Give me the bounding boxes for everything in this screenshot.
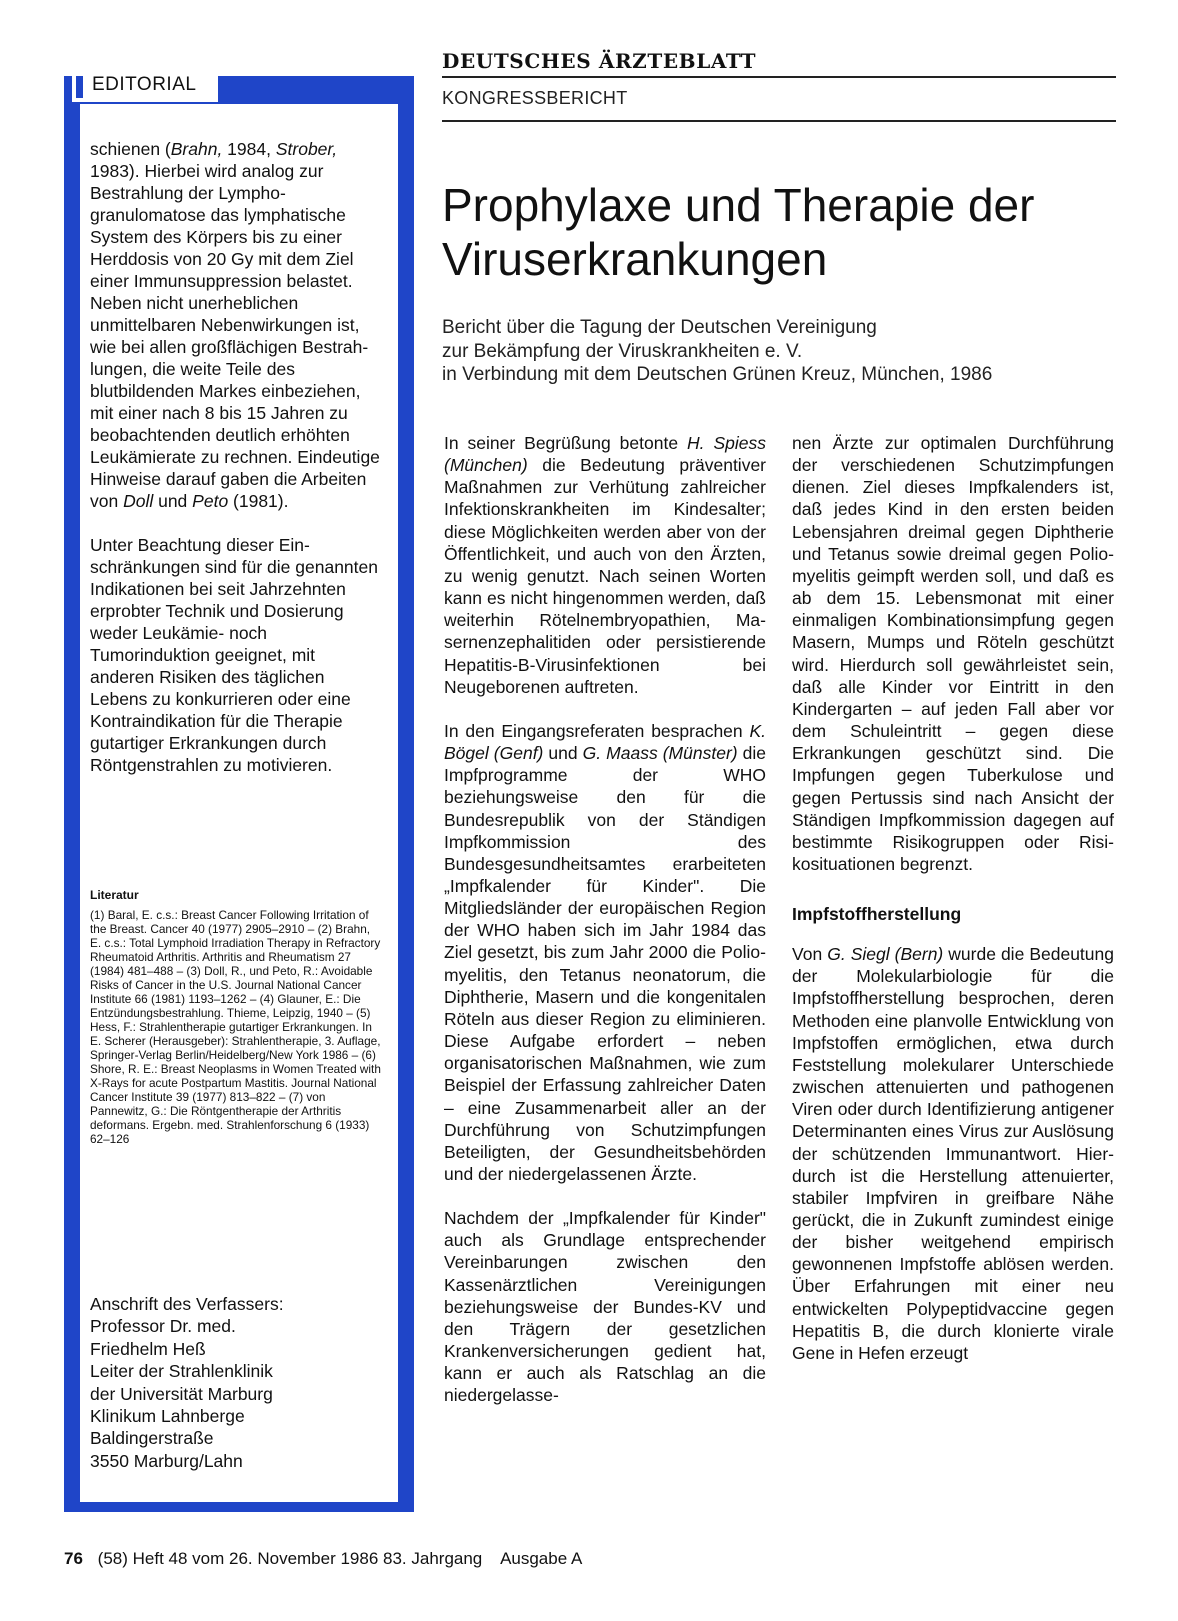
literature-list: (1) Baral, E. c.s.: Breast Cancer Following Irritation of the Breast. Cancer 40 (1977) 2905–2910 – (2) Brahn, E. c.s.: Total Lymphoid Irradiation Therapy in Refractory Rheumatoid Arthritis. Arthritis and Rheumatism 27 (1984) 481–488 – (3) Doll, R., und Peto, R.: Avoidable Risks of Cancer in the U.S. Journal National Cancer Institute 66 (1981) 1193–1262 – (4) Glauner, E.: Die Entzündungsbestrahlung. Thieme, Leipzig, 1940 – (5) Hess, F.: Strahlentherapie gutartiger Erkrankungen. In E. Scherer (Herausgeber): Strahlentherapie, 3. Auflage, Springer-Verlag Berlin/Heidelberg/New York 1986 – (6) Shore, R. E.: Breast Neoplasms in Women Treated with X-Rays for acute Postpartum Mastitis. Journal National Cancer Institute 39 (1977) 813–822 – (7) von Pannewitz, G.: Die Röntgentherapie der Arthritis deformans. Ergebn. med. Strahlenforschung 6 (1933) 62–126 xyxy=(90,908,381,1146)
page-number: 76 xyxy=(64,1549,83,1568)
article-paragraph: In seiner Begrüßung betonte H. Spiess (München) die Bedeutung präventiver Maßnahmen zur Verhütung zahlreicher Infektionskrankheiten im Kindesalter; diese Möglichkeiten werden aber von der Öffentlichkeit, und auch von den Ärzten, zu wenig genutzt. Nach seinen Worten kann es nicht hingenommen werden, daß weiterhin Rötelnembryopathien, Masernenzephalitiden oder persistierende Hepatitis-B-Virusinfektionen bei Neugeborenen auftreten. xyxy=(444,433,767,697)
address-line: 3550 Marburg/Lahn xyxy=(90,1450,243,1471)
address-line: Baldingerstraße xyxy=(90,1428,214,1449)
address-line: Leiter der Strahlenklinik xyxy=(90,1361,273,1382)
article-paragraph: Nachdem der „Impfkalender für Kinder" auch als Grundlage entsprechender Vereinbarungen zwischen den Kassenärztlichen Vereinigungen beziehungsweise der Bundes-KV und den Trägern der gesetzlichen Krankenversicherungen gedient hat, kann er auch als Ratschlag an die niedergelasse- xyxy=(444,1208,766,1406)
editorial-marker-icon xyxy=(76,76,83,98)
article-column-right xyxy=(792,432,1114,1364)
masthead-rule-bottom xyxy=(442,120,1116,122)
section-label: KONGRESSBERICHT xyxy=(442,88,628,108)
article-paragraph: nen Ärzte zur optimalen Durchführung der verschiedenen Schutzimpfungen dienen. Ziel dieses Impfkalenders ist, daß jedes Kind in den ersten beiden Lebensjahren dreimal gegen Diphtherie und Tetanus sowie dreimal gegen Poliomyelitis geimpft werden soll, und daß es ab dem 15. Lebensmonat mit einer einmaligen Kombinationsimpfung gegen Masern, Mumps und Röteln geschützt wird. Hierdurch soll gewährleistet sein, daß alle Kinder vor Eintritt in den Kindergarten – auf jeden Fall aber vor dem Schuleintritt – gegen diese Erkrankungen geschützt sind. Die Impfungen gegen Tuberkulose und gegen Pertussis sind nach Ansicht der Ständigen Impfkommission dagegen auf bestimmte Risikogruppen oder Risikosituationen begrenzt. xyxy=(792,433,1114,874)
editorial-paragraph-2: Unter Beachtung dieser Einschränkungen sind für die genannten Indikationen bei seit Jahrzehnten erprobter Technik und Dosierung weder Leukämie- noch Tumorinduktion geeignet, mit anderen Risiken des täglichen Lebens zu konkurrieren oder eine Kontraindikation für die Therapie gutartiger Erkrankungen durch Röntgenstrahlen zu motivieren. xyxy=(90,535,378,775)
masthead-rule-top xyxy=(442,76,1116,78)
article-paragraph: Von G. Siegl (Bern) wurde die Bedeutung der Molekularbiologie für die Impfstoffherstellung besprochen, deren Methoden eine planvolle Entwicklung von Impfstoffen ermöglichen, etwa durch Feststellung molekularer Unterschiede zwischen attenuierten und pathogenen Viren oder durch Identifizierung antigener Determinanten eines Virus zur Auslösung der schützenden Immunantwort. Hierdurch ist die Herstellung attenuierter, stabiler Impfviren in greifbare Nähe gerückt, die in Zukunft zumindest einige der bisher weitgehend empirisch gewonnenen Impfstoffe ablösen werden. Über Erfahrungen mit einer neu entwickelten Polypeptidvaccine gegen Hepatitis B, die durch klonierte virale Gene in Hefen erzeugt xyxy=(792,944,1114,1363)
address-line: Friedhelm Heß xyxy=(90,1338,206,1359)
editorial-label: EDITORIAL xyxy=(92,74,197,95)
address-line: Professor Dr. med. xyxy=(90,1316,236,1337)
article-column-middle xyxy=(444,432,766,1407)
address-line: der Universität Marburg xyxy=(90,1383,273,1404)
subtitle-line: Bericht über die Tagung der Deutschen Vereinigung xyxy=(442,317,877,338)
masthead-title: DEUTSCHES ÄRZTEBLATT xyxy=(442,49,757,73)
article-paragraph: In den Eingangsreferaten besprachen K. Bögel (Genf) und G. Maass (Münster) die Impfprogramme der WHO beziehungsweise den für die Bundesrepublik von der Ständigen Impfkommission des Bundesgesundheitsamtes erarbeiteten „Impfkalender für Kinder". Die Mitgliedsländer der europäischen Region der WHO haben sich im Jahr 1984 das Ziel gesetzt, bis zum Jahr 2000 die Poliomyelitis, den Tetanus neonatorum, die Diphtherie, Masern und die kongenitalen Röteln aus dieser Region zu eliminieren. Diese Aufgabe erfordert – neben organisatorischen Maßnahmen, wie zum Beispiel der Erfassung zahlreicher Daten – eine Zusammenarbeit aller an der Durchführung von Schutzimpfungen Beteiligten, der Gesundheitsbehörden und der niedergelassenen Ärzte. xyxy=(444,720,766,1184)
literature-heading: Literatur xyxy=(90,888,139,902)
issue-info: (58) Heft 48 vom 26. November 1986 83. Jahrgang xyxy=(97,1549,483,1568)
section-heading: Impfstoffherstellung xyxy=(792,904,962,925)
page-footer xyxy=(64,1549,582,1569)
subtitle-line: zur Bekämpfung der Viruskrankheiten e. V. xyxy=(442,340,803,362)
editorial-body xyxy=(90,138,382,776)
article-subtitle xyxy=(442,316,1132,387)
address-line: Klinikum Lahnberge xyxy=(90,1406,245,1427)
edition-label: Ausgabe A xyxy=(500,1549,583,1568)
subtitle-line: in Verbindung mit dem Deutschen Grünen Kreuz, München, 1986 xyxy=(442,364,993,385)
literature-section xyxy=(90,888,382,1146)
address-line: Anschrift des Verfassers: xyxy=(90,1294,284,1314)
article-headline: Prophylaxe und Therapie der Viruserkrankungen xyxy=(442,179,1035,285)
author-address xyxy=(90,1293,382,1472)
editorial-paragraph-1: schienen (Brahn, 1984, Strober, 1983). Hierbei wird analog zur Bestrahlung der Lymphogranulomatose das lymphatische System des Körpers bis zu einer Herddosis von 20 Gy mit dem Ziel einer Immunsuppression belastet. Neben nicht unerheblichen unmittelbaren Nebenwirkungen ist, wie bei allen großflächigen Bestrahlungen, die weite Teile des blutbildenden Markes einbeziehen, mit einer nach 8 bis 15 Jahren zu beobachtenden deutlich erhöhten Leukämierate zu rechnen. Eindeutige Hinweise darauf gaben die Arbeiten von Doll und Peto (1981). xyxy=(90,139,380,511)
